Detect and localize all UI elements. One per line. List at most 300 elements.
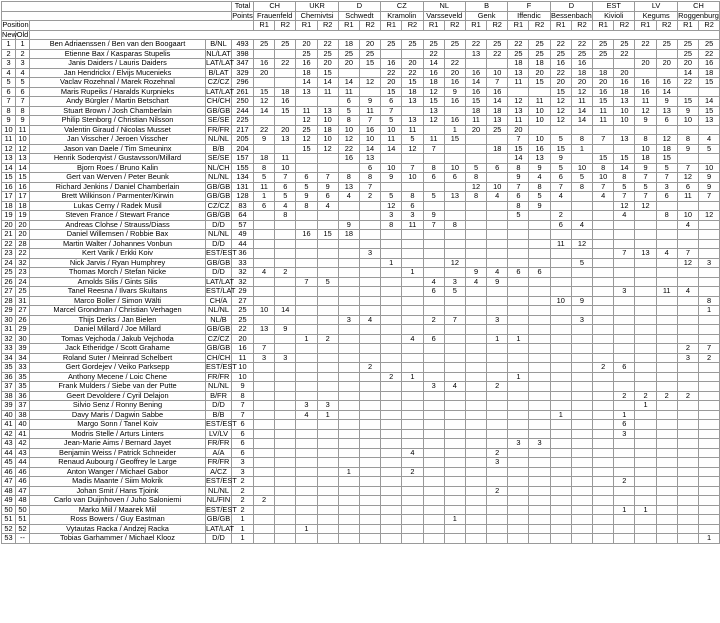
round-points bbox=[317, 287, 338, 297]
total-points: 296 bbox=[232, 78, 254, 88]
round-points: 22 bbox=[571, 40, 592, 50]
team-name: Andy Bürgler / Martin Betschart bbox=[30, 97, 206, 107]
round-points: 11 bbox=[508, 78, 529, 88]
blank-header-cell bbox=[2, 2, 232, 12]
total-points: 217 bbox=[232, 125, 254, 135]
round-points bbox=[275, 458, 296, 468]
round-points bbox=[402, 486, 423, 496]
team-name: Philip Stenborg / Christian Nilsson bbox=[30, 116, 206, 126]
team-name: Andreas Clohse / Strauss/Diass bbox=[30, 220, 206, 230]
round-points bbox=[571, 524, 592, 534]
round-points: 9 bbox=[359, 97, 380, 107]
round-points: 3 bbox=[402, 211, 423, 221]
round-points: 6 bbox=[529, 268, 550, 278]
round-points bbox=[656, 306, 677, 316]
round-points: 12 bbox=[381, 201, 402, 211]
old-position: 31 bbox=[16, 296, 30, 306]
round-points: 5 bbox=[656, 163, 677, 173]
round-points: 5 bbox=[571, 258, 592, 268]
round-points: 14 bbox=[677, 68, 698, 78]
round-points: 7 bbox=[254, 344, 275, 354]
round-points bbox=[402, 410, 423, 420]
round-points bbox=[275, 230, 296, 240]
new-position: 1 bbox=[2, 40, 16, 50]
round-points bbox=[699, 325, 720, 335]
team-name: Gert van Werven / Peter Beunk bbox=[30, 173, 206, 183]
round-points: 9 bbox=[465, 268, 486, 278]
round-points bbox=[529, 401, 550, 411]
round-points bbox=[275, 68, 296, 78]
round-points bbox=[699, 429, 720, 439]
round-points: 22 bbox=[699, 49, 720, 59]
round-points bbox=[614, 258, 635, 268]
total-points: 9 bbox=[232, 382, 254, 392]
old-position: 39 bbox=[16, 344, 30, 354]
round-points bbox=[359, 268, 380, 278]
round-points bbox=[550, 230, 571, 240]
round-points bbox=[296, 382, 317, 392]
round-points bbox=[571, 211, 592, 221]
round-points bbox=[529, 277, 550, 287]
total-points: 20 bbox=[232, 334, 254, 344]
round-points: 18 bbox=[402, 87, 423, 97]
round-points bbox=[465, 59, 486, 69]
round-points bbox=[317, 467, 338, 477]
nationality: GB/GB bbox=[206, 210, 231, 219]
round-points bbox=[465, 230, 486, 240]
table-row bbox=[2, 249, 720, 259]
round-points bbox=[338, 334, 359, 344]
round-points bbox=[614, 534, 635, 544]
round-points bbox=[550, 372, 571, 382]
old-position: 33 bbox=[16, 363, 30, 373]
round-points: 18 bbox=[254, 154, 275, 164]
round-points: 12 bbox=[254, 97, 275, 107]
round-points: 7 bbox=[359, 182, 380, 192]
round-points bbox=[465, 448, 486, 458]
round-points bbox=[254, 524, 275, 534]
round-points bbox=[465, 505, 486, 515]
round-points: 22 bbox=[338, 144, 359, 154]
round-points bbox=[465, 391, 486, 401]
round-points bbox=[423, 429, 444, 439]
total-points: 16 bbox=[232, 344, 254, 354]
round-points bbox=[423, 486, 444, 496]
round-points bbox=[571, 334, 592, 344]
team-name: Nick Jarvis / Ryan Humphrey bbox=[30, 258, 206, 268]
new-position: 49 bbox=[2, 496, 16, 506]
round-points bbox=[338, 201, 359, 211]
round-points: 9 bbox=[677, 106, 698, 116]
round-points bbox=[656, 534, 677, 544]
round-points: 7 bbox=[635, 173, 656, 183]
round-points bbox=[550, 486, 571, 496]
round-points bbox=[487, 296, 508, 306]
total-points: 329 bbox=[232, 68, 254, 78]
round-points bbox=[593, 496, 614, 506]
event-venue: Frauenfeld bbox=[254, 11, 296, 21]
round-points bbox=[656, 486, 677, 496]
nationality: CH/CH bbox=[206, 96, 231, 105]
round-points bbox=[296, 249, 317, 259]
old-position: 41 bbox=[16, 429, 30, 439]
round-points: 4 bbox=[529, 173, 550, 183]
team-name: Jean-Marie Aims / Bernard Jayet bbox=[30, 439, 206, 449]
round-points bbox=[423, 410, 444, 420]
round-points bbox=[593, 277, 614, 287]
round-points: 4 bbox=[571, 220, 592, 230]
round-points bbox=[487, 477, 508, 487]
round-points bbox=[487, 239, 508, 249]
team-name: Steven France / Stewart France bbox=[30, 211, 206, 221]
round-points bbox=[402, 524, 423, 534]
round-points bbox=[444, 486, 465, 496]
new-position: 50 bbox=[2, 505, 16, 515]
round-points bbox=[699, 496, 720, 506]
round-points bbox=[444, 353, 465, 363]
round-points: 7 bbox=[296, 277, 317, 287]
round-points bbox=[487, 420, 508, 430]
old-position: 18 bbox=[16, 201, 30, 211]
round-points: 2 bbox=[381, 372, 402, 382]
round-points: 13 bbox=[656, 106, 677, 116]
round-points bbox=[444, 410, 465, 420]
round-points bbox=[465, 353, 486, 363]
round-points bbox=[593, 306, 614, 316]
round-points bbox=[571, 325, 592, 335]
round-points bbox=[699, 439, 720, 449]
round-points bbox=[423, 239, 444, 249]
round-points: 8 bbox=[635, 135, 656, 145]
round-points: 13 bbox=[614, 97, 635, 107]
round-points: 8 bbox=[381, 220, 402, 230]
round-points bbox=[381, 524, 402, 534]
round-points: 6 bbox=[254, 201, 275, 211]
round-points: 22 bbox=[550, 40, 571, 50]
team-name: Martin Walter / Johannes Vonbun bbox=[30, 239, 206, 249]
round-points bbox=[593, 505, 614, 515]
round-points bbox=[359, 486, 380, 496]
round-points bbox=[699, 268, 720, 278]
round-points: 25 bbox=[656, 40, 677, 50]
team-name: Roland Suter / Meinrad Schelbert bbox=[30, 353, 206, 363]
round-points bbox=[381, 467, 402, 477]
round-points bbox=[338, 268, 359, 278]
round-points: 10 bbox=[487, 68, 508, 78]
round-points bbox=[275, 448, 296, 458]
round-points: 7 bbox=[614, 249, 635, 259]
round-points: 10 bbox=[550, 296, 571, 306]
round-points: 10 bbox=[359, 135, 380, 145]
round-points: 15 bbox=[275, 106, 296, 116]
round-points bbox=[677, 448, 698, 458]
round-points: 6 bbox=[423, 287, 444, 297]
old-position: 29 bbox=[16, 325, 30, 335]
round-points: 3 bbox=[487, 315, 508, 325]
round-points: 9 bbox=[508, 173, 529, 183]
round-points: 4 bbox=[359, 315, 380, 325]
round-points: 13 bbox=[275, 135, 296, 145]
old-header: Old bbox=[16, 29, 29, 39]
nationality: NL/NL bbox=[206, 382, 232, 392]
round-points: 18 bbox=[635, 154, 656, 164]
round-points bbox=[487, 467, 508, 477]
round-points bbox=[635, 467, 656, 477]
round-points bbox=[656, 353, 677, 363]
round-points bbox=[550, 287, 571, 297]
round-points bbox=[465, 467, 486, 477]
round-points: 15 bbox=[593, 97, 614, 107]
total-points: 36 bbox=[232, 249, 254, 259]
round-points bbox=[381, 505, 402, 515]
round-points bbox=[571, 306, 592, 316]
round-points bbox=[296, 258, 317, 268]
round-points: 14 bbox=[465, 78, 486, 88]
round-points: 25 bbox=[571, 49, 592, 59]
round-points bbox=[381, 154, 402, 164]
round-points: 25 bbox=[699, 40, 720, 50]
old-position: 50 bbox=[16, 505, 30, 515]
round-points: 18 bbox=[487, 144, 508, 154]
round-points: 18 bbox=[338, 230, 359, 240]
round-points: 9 bbox=[338, 220, 359, 230]
round-points bbox=[317, 249, 338, 259]
total-points: 32 bbox=[232, 268, 254, 278]
round-points: 15 bbox=[423, 97, 444, 107]
round-points bbox=[254, 220, 275, 230]
round-points bbox=[423, 401, 444, 411]
round-points bbox=[529, 372, 550, 382]
new-position: 31 bbox=[2, 325, 16, 335]
round-points: 10 bbox=[571, 163, 592, 173]
team-name: Maris Rupeiks / Haralds Kurpnieks bbox=[30, 87, 206, 97]
round-points: 11 bbox=[254, 182, 275, 192]
round-points bbox=[465, 249, 486, 259]
round-points bbox=[338, 486, 359, 496]
table-row bbox=[2, 211, 720, 221]
table-row bbox=[2, 477, 720, 487]
round-points bbox=[635, 268, 656, 278]
round-points: 4 bbox=[677, 220, 698, 230]
round-points: 14 bbox=[508, 154, 529, 164]
round-points: 9 bbox=[529, 163, 550, 173]
round-points bbox=[593, 534, 614, 544]
nationality: LV/LV bbox=[206, 429, 232, 439]
round-points: 22 bbox=[465, 40, 486, 50]
round-points bbox=[529, 315, 550, 325]
round-points bbox=[677, 496, 698, 506]
round-points bbox=[381, 325, 402, 335]
new-position: 32 bbox=[2, 334, 16, 344]
round-points bbox=[635, 334, 656, 344]
old-position: 46 bbox=[16, 477, 30, 487]
round-points: 15 bbox=[550, 87, 571, 97]
round-points bbox=[487, 515, 508, 525]
old-position: 15 bbox=[16, 173, 30, 183]
round-points: 2 bbox=[487, 486, 508, 496]
round-points bbox=[381, 334, 402, 344]
nationality: FR/FR bbox=[206, 372, 232, 382]
total-points: 29 bbox=[232, 287, 254, 297]
total-points: 6 bbox=[232, 448, 254, 458]
total-points: 398 bbox=[232, 49, 254, 59]
new-position: 4 bbox=[2, 68, 16, 78]
round-points: 15 bbox=[677, 97, 698, 107]
round-points: 3 bbox=[359, 249, 380, 259]
nationality: LAT/LAT bbox=[206, 523, 235, 533]
old-position: 16 bbox=[16, 182, 30, 192]
new-position: 35 bbox=[2, 363, 16, 373]
event-country: CH bbox=[254, 2, 296, 12]
round-points: 6 bbox=[296, 173, 317, 183]
round-points bbox=[444, 239, 465, 249]
round-points bbox=[593, 220, 614, 230]
round-points bbox=[381, 410, 402, 420]
round-points: 7 bbox=[656, 173, 677, 183]
round-points: 5 bbox=[508, 211, 529, 221]
round-points: 25 bbox=[338, 49, 359, 59]
round-points: 15 bbox=[699, 106, 720, 116]
round-points bbox=[529, 505, 550, 515]
team-name: Johan Smit / Hans Tjoink bbox=[30, 486, 206, 496]
round-points bbox=[296, 515, 317, 525]
round-points: 13 bbox=[487, 116, 508, 126]
round-points bbox=[487, 353, 508, 363]
round-points bbox=[571, 201, 592, 211]
header-row-venues bbox=[2, 11, 720, 21]
round-points bbox=[508, 296, 529, 306]
nationality: EST/EST bbox=[206, 476, 237, 485]
round-points bbox=[296, 325, 317, 335]
round-points: 5 bbox=[338, 106, 359, 116]
round-points bbox=[699, 410, 720, 420]
round-points bbox=[317, 344, 338, 354]
round-points bbox=[402, 287, 423, 297]
round-points: 3 bbox=[699, 258, 720, 268]
round-points: 14 bbox=[699, 97, 720, 107]
round-points bbox=[465, 344, 486, 354]
total-points: 10 bbox=[232, 372, 254, 382]
round-points bbox=[677, 401, 698, 411]
round-points bbox=[550, 420, 571, 430]
round-points: 11 bbox=[677, 192, 698, 202]
round-points bbox=[508, 467, 529, 477]
old-position: 27 bbox=[16, 306, 30, 316]
new-position: 25 bbox=[2, 268, 16, 278]
new-position: 19 bbox=[2, 211, 16, 221]
round-points bbox=[699, 239, 720, 249]
round-points bbox=[359, 477, 380, 487]
round-points bbox=[508, 287, 529, 297]
round-points bbox=[465, 201, 486, 211]
total-points: 25 bbox=[232, 315, 254, 325]
old-position: 23 bbox=[16, 268, 30, 278]
round-points: 16 bbox=[656, 78, 677, 88]
team-name: Anton Wanger / Michael Gabor bbox=[30, 467, 206, 477]
round-points bbox=[635, 325, 656, 335]
round-points: 12 bbox=[571, 239, 592, 249]
round-points: 14 bbox=[275, 306, 296, 316]
nationality: CZ/CZ bbox=[206, 334, 232, 344]
round-points bbox=[508, 353, 529, 363]
round-points: 10 bbox=[254, 306, 275, 316]
round-points bbox=[677, 524, 698, 534]
round-points: 11 bbox=[402, 220, 423, 230]
round-points bbox=[635, 296, 656, 306]
round-points: 25 bbox=[677, 40, 698, 50]
table-row bbox=[2, 192, 720, 202]
round-points: 22 bbox=[254, 125, 275, 135]
round-points bbox=[508, 230, 529, 240]
round-points: 2 bbox=[550, 211, 571, 221]
round-points: 4 bbox=[254, 268, 275, 278]
round-points bbox=[677, 410, 698, 420]
round-points: 11 bbox=[635, 97, 656, 107]
round-points bbox=[402, 249, 423, 259]
round-points bbox=[593, 315, 614, 325]
old-position: 40 bbox=[16, 420, 30, 430]
round-points: 14 bbox=[296, 78, 317, 88]
round-points: 6 bbox=[423, 173, 444, 183]
round-points bbox=[614, 372, 635, 382]
round-points bbox=[359, 391, 380, 401]
round-points bbox=[402, 239, 423, 249]
round-points: 12 bbox=[635, 106, 656, 116]
round-points bbox=[593, 382, 614, 392]
round-points: 13 bbox=[699, 116, 720, 126]
team-name: Davy Maris / Dagwin Sabbe bbox=[30, 410, 206, 420]
round-points bbox=[550, 505, 571, 515]
round-points: 8 bbox=[699, 296, 720, 306]
round-points bbox=[571, 448, 592, 458]
team-name: Valentin Giraud / Nicolas Musset bbox=[30, 125, 206, 135]
round-points: 2 bbox=[614, 391, 635, 401]
round-points: 20 bbox=[508, 125, 529, 135]
round-points bbox=[296, 534, 317, 544]
old-position: 20 bbox=[16, 230, 30, 240]
round-points: 20 bbox=[677, 59, 698, 69]
round-points bbox=[275, 486, 296, 496]
round-points: 18 bbox=[529, 59, 550, 69]
total-points: 261 bbox=[232, 87, 254, 97]
team-name: Daniel Willemsen / Robbie Bax bbox=[30, 230, 206, 240]
round-points bbox=[275, 505, 296, 515]
nationality: NL/NL bbox=[206, 486, 232, 496]
round-points bbox=[317, 296, 338, 306]
round-points bbox=[296, 296, 317, 306]
round-points bbox=[338, 258, 359, 268]
round-points bbox=[529, 230, 550, 240]
round-points bbox=[338, 496, 359, 506]
round-points bbox=[402, 534, 423, 544]
round-points bbox=[529, 211, 550, 221]
round-points bbox=[677, 268, 698, 278]
round-points: 20 bbox=[275, 125, 296, 135]
nationality: D/D bbox=[206, 239, 232, 249]
round-points bbox=[571, 439, 592, 449]
team-name: Frank Mulders / Siebe van der Putte bbox=[30, 382, 206, 392]
table-row bbox=[2, 401, 720, 411]
round-points bbox=[614, 496, 635, 506]
round-points bbox=[571, 420, 592, 430]
round-points: 6 bbox=[402, 201, 423, 211]
round-points bbox=[635, 230, 656, 240]
round-points: 4 bbox=[550, 192, 571, 202]
round-points: 10 bbox=[677, 116, 698, 126]
round-points bbox=[275, 477, 296, 487]
round-points: 15 bbox=[381, 87, 402, 97]
round-points: 12 bbox=[614, 201, 635, 211]
